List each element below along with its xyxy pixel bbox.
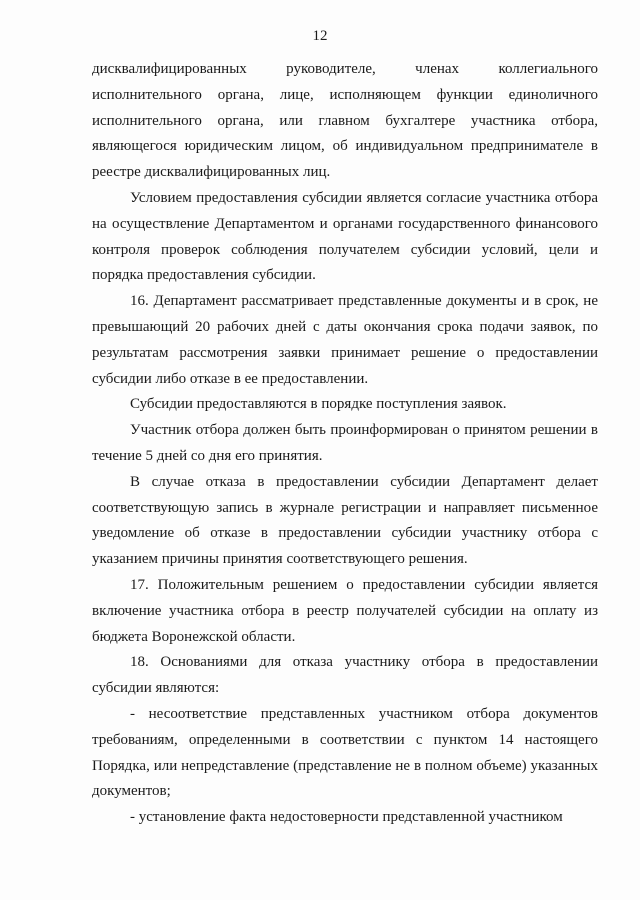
list-item-unreliability: - установление факта недостоверности представленной участником xyxy=(130,809,563,826)
paragraph-continuation: дисквалифицированных руководителе, членах коллегиального исполнительного органа, лице, исполняющем функции единоличного исполнительного органа, или главном бухгалтере участника отбора, являющегося юридическим лицом, об индивидуальном предпринимателе в реестре дисквалифицированных лиц. xyxy=(92,61,598,181)
page-number: 12 xyxy=(312,28,328,44)
paragraph-order-of-subsidies: Субсидии предоставляются в порядке поступления заявок. xyxy=(130,396,507,413)
paragraph-17: 17. Положительным решением о предоставлении субсидии является включение участника отбора в реестр получателей субсидии на оплату из бюджета Воронежской области. xyxy=(92,576,598,645)
list-item-nonconformity: - несоответствие представленных участником отбора документов требованиям, определенными в соответствии с пунктом 14 настоящего Порядка, или непредставление (представление не в полном объеме) указанных документов; xyxy=(92,705,598,800)
paragraph-18: 18. Основаниями для отказа участнику отбора в предоставлении субсидии являются: xyxy=(92,654,598,697)
paragraph-16: 16. Департамент рассматривает представленные документы и в срок, не превышающий 20 рабочих дней с даты окончания срока подачи заявок, по результатам рассмотрения заявки принимает решение о предоставлении субсидии либо отказе в ее предоставлении. xyxy=(92,293,598,387)
paragraph-consent-condition: Условием предоставления субсидии является согласие участника отбора на осуществление Департаментом и органами государственного финансового контроля проверок соблюдения получателем субсидии условий, цели и порядка предоставления субсидии. xyxy=(92,189,598,284)
paragraph-notification: Участник отбора должен быть проинформирован о принятом решении в течение 5 дней со дня его принятия. xyxy=(92,422,598,464)
document-body xyxy=(92,57,598,831)
paragraph-refusal: В случае отказа в предоставлении субсидии Департамент делает соответствующую запись в журнале регистрации и направляет письменное уведомление об отказе в предоставлении субсидии участнику отбора с указанием причины принятия соответствующего решения. xyxy=(92,473,598,568)
